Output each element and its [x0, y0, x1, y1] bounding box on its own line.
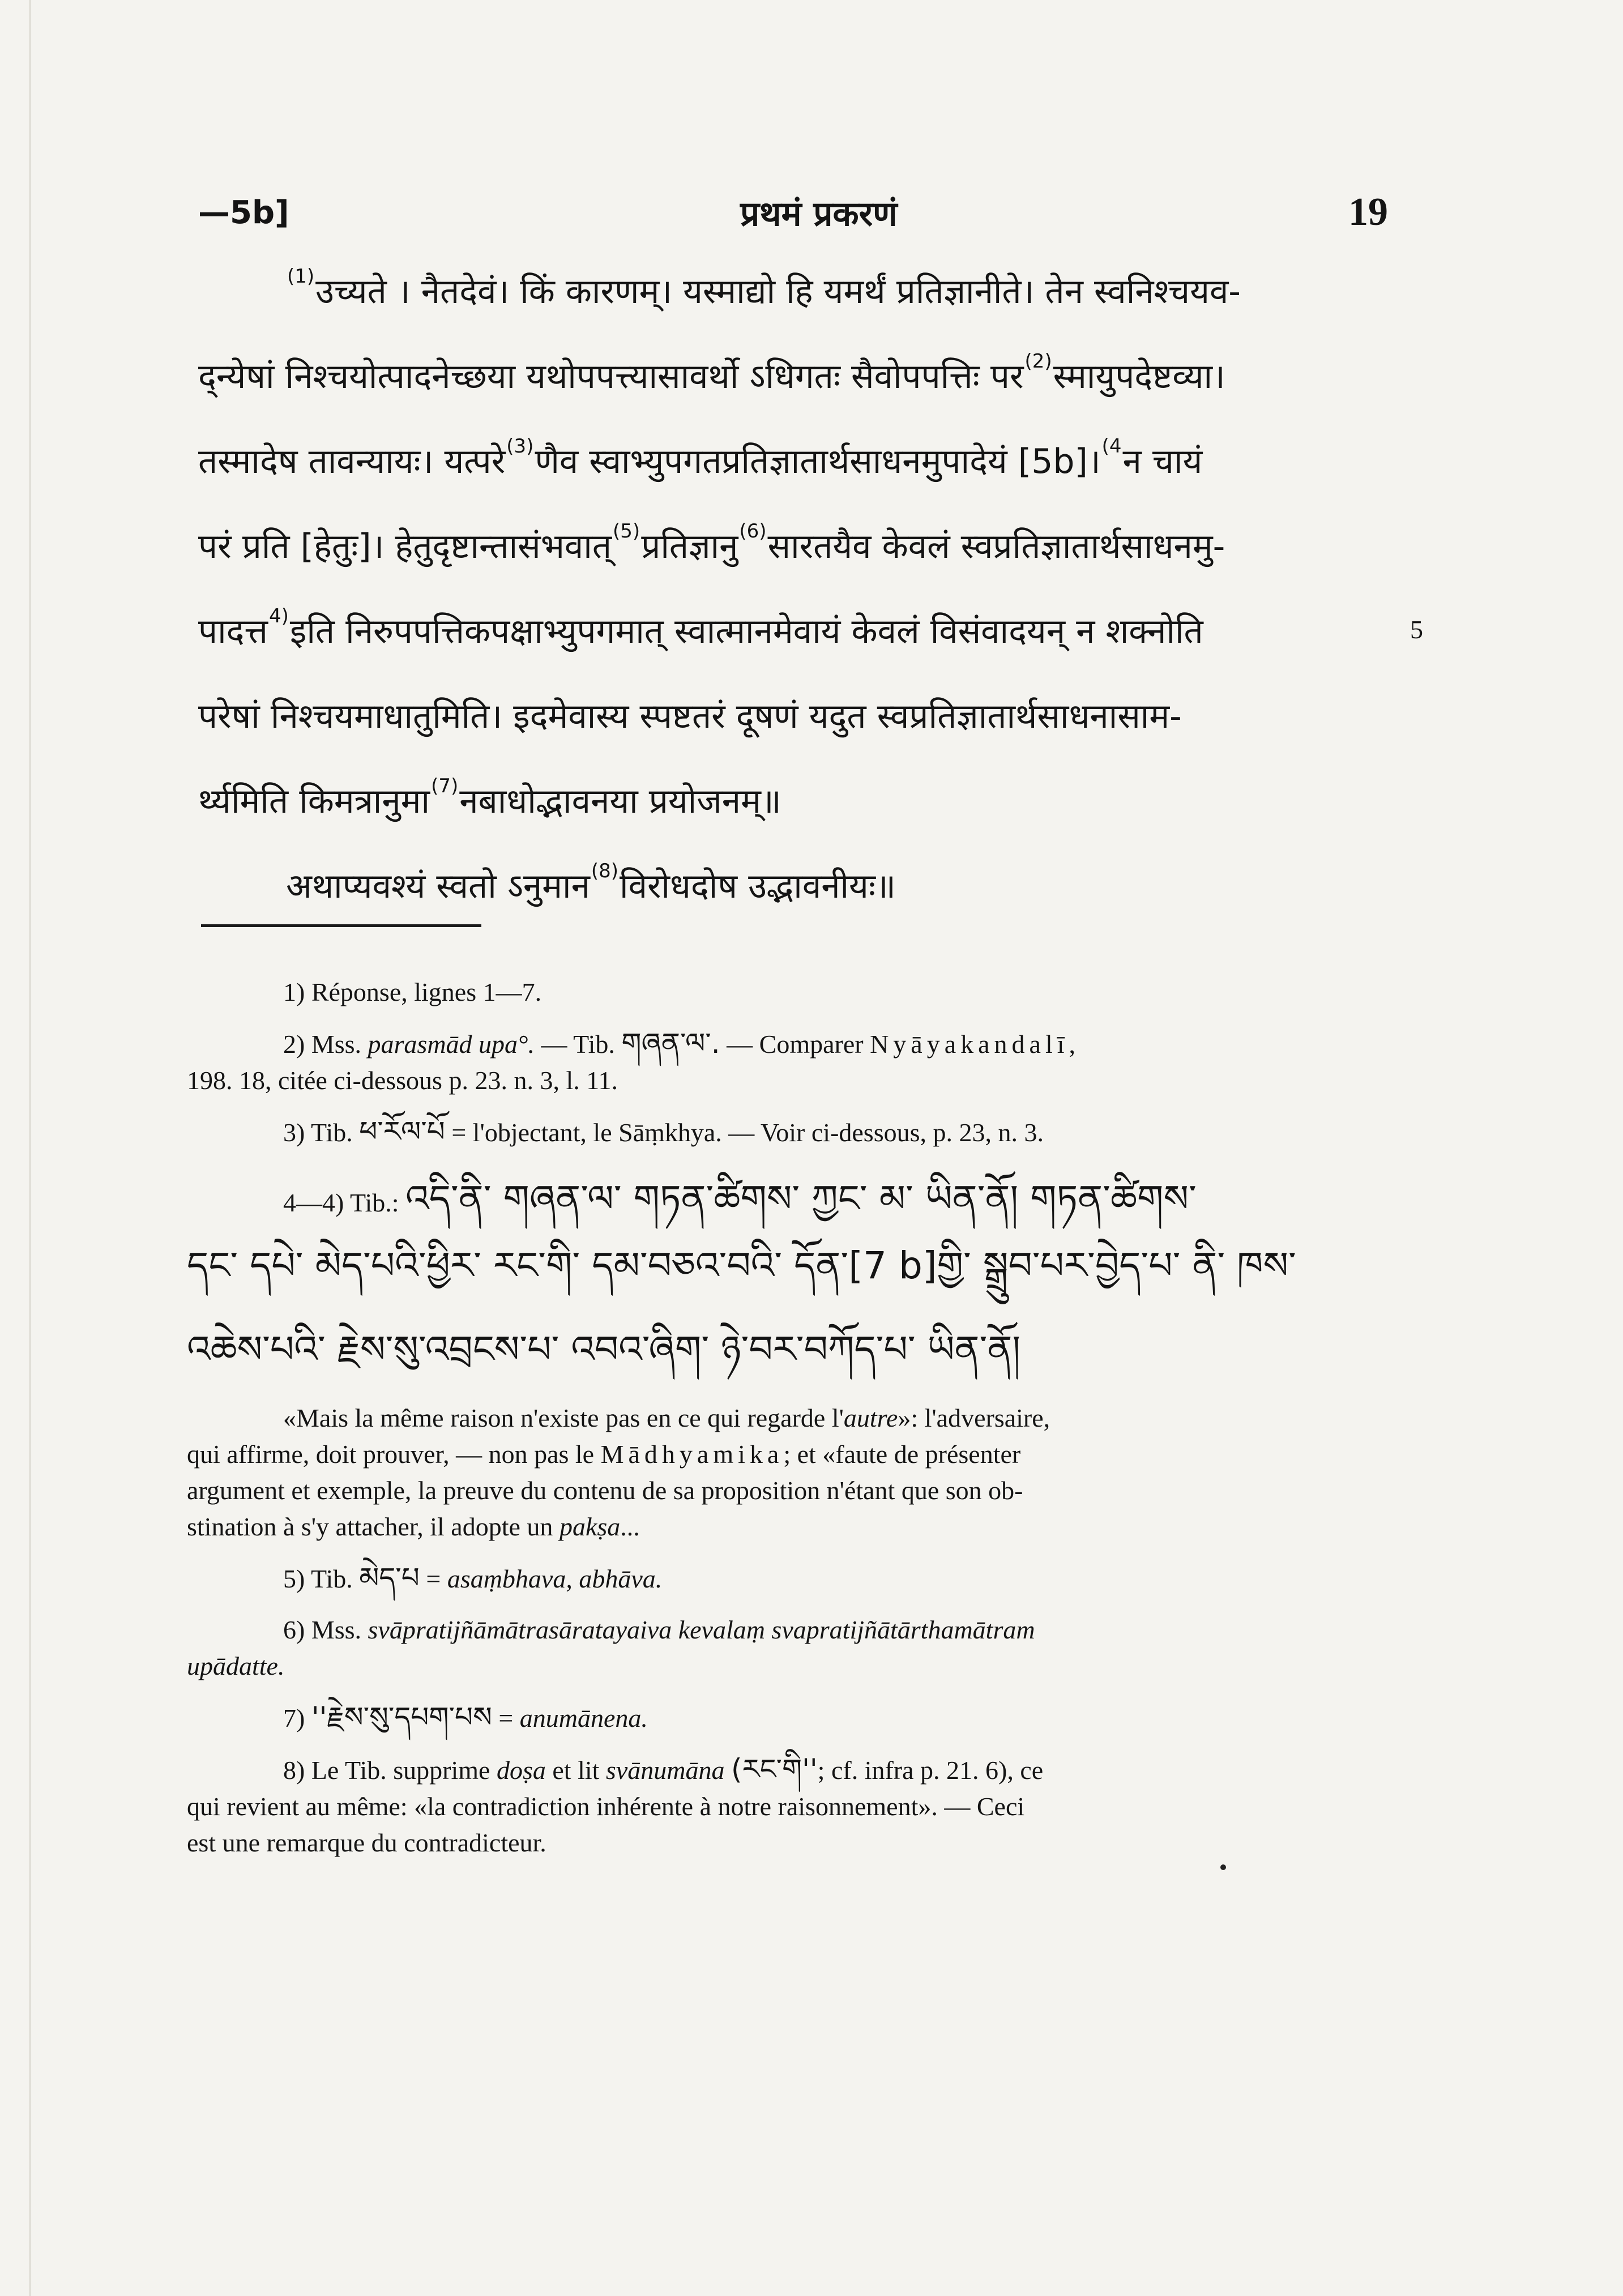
sanskrit-line: परं प्रति [हेतुः]। हेतुदृष्टान्तासंभवात्$^{(5)}$प्रतिज्ञानु$^{(6)}$सारतयैव केवलं स्वप्रतिज्ञातार्थसाधनमु- [198, 520, 1225, 566]
footnote-ref: (6) [739, 520, 767, 543]
footnote-ref: (7) [431, 775, 459, 797]
header-section-ref: —5b] [198, 194, 289, 231]
footnote-3: 3) Tib. ཕ་རོལ་པོ = l'objectant, le Sāṃkhya. — Voir ci-dessous, p. 23, n. 3. [283, 1115, 1044, 1148]
footnotes [187, 974, 1387, 1876]
footnote-7: 7) ''རྗེས་སུ་དཔག་པས = anumānena. [283, 1701, 648, 1734]
ink-speck [1220, 1864, 1226, 1870]
footnote-2: 2) Mss. parasmād upa°. — Tib. གཞན་ལ་. — Comparer Nyāyakandalī, 198. 18, citée ci-dessous p. 23. n. 3, l. 11. [187, 1027, 1080, 1095]
header-title: प्रथमं प्रकरणं [740, 194, 898, 234]
footnote-ref: (3) [506, 435, 534, 458]
footnote-5: 5) Tib. མེད་པ = asaṃbhava, abhāva. [283, 1561, 663, 1594]
running-header [198, 187, 1388, 238]
sanskrit-line: र्थ्यमिति किमत्रानुमा$^{(7)}$नबाधोद्भावनया प्रयोजनम्॥ [198, 775, 781, 821]
footnote-ref: (1) [287, 265, 315, 288]
line-number: 5 [1410, 615, 1423, 644]
footnote-ref: 4) [268, 605, 289, 628]
footnote-ref: (5) [613, 520, 640, 543]
french-translation: «Mais la même raison n'existe pas en ce qui regarde l'autre»: l'adversaire, qui affirme, doit prouver, — non pas le Mādhyamika; et «faute de présenter argument et exemple, la preuve du contenu de sa proposition n'étant que son ob- stination à s'y attacher, il adopte un pakṣa... [187, 1403, 1050, 1541]
footnote-8: 8) Le Tib. supprime doṣa et lit svānumāna (རང་གི''; cf. infra p. 21. 6), ce qui revient au même: «la contradiction inhérente à notre raisonnement». — Ceci est une remarque du contradicteur. [187, 1753, 1044, 1857]
footnote-rule [201, 924, 481, 927]
footnote-1: 1) Réponse, lignes 1—7. [283, 978, 542, 1006]
page-number: 19 [1348, 190, 1388, 234]
footnote-4: 4—4) Tib.: འདི་ནི་ གཞན་ལ་ གཏན་ཚིགས་ ཀྱང་ མ་ ཡིན་ནོ། གཏན་ཚིགས་ དང་ དཔེ་ མེད་པའི་ཕྱིར་ རང་གི་ དམ་བཅའ་བའི་ དོན་[7 b]གྱི་ སྒྲུབ་པར་བྱེད་པ་ ནི་ ཁས་ འཆེས་པའི་ རྗེས་སུ་འབྲངས་པ་ འབའ་ཞིག་ ཉེ་བར་བཀོད་པ་ ཡིན་ནོ། «Mais la même raison n'existe pas en ce qui regarde l'autre»: l'adversaire, qui affirme, doit prouver, — non pas le Mādhyamika; et «faute de présenter argument et exemple, la preuve du contenu de sa proposition n'étant que son ob- stination à s'y attacher, il adopte un pakṣa... [187, 1166, 1387, 1545]
footnote-6: 6) Mss. svāpratijñāmātrasāratayaiva kevalaṃ svapratijñātārthamātram upādatte. [187, 1615, 1035, 1680]
footnote-ref: (8) [591, 860, 619, 882]
sanskrit-line: द्न्येषां निश्चयोत्पादनेच्छया यथोपपत्त्यासावर्थो ऽधिगतः सैवोपपत्तिः पर$^{(2)}$स्मायुपदेष्टव्या। [198, 350, 1225, 396]
sanskrit-line: अथाप्यवश्यं स्वतो ऽनुमान$^{(8)}$विरोधदोष उद्भावनीयः॥ [286, 860, 896, 906]
page-edge [29, 0, 31, 2296]
sanskrit-line: तस्मादेष तावन्यायः। यत्परे$^{(3)}$णैव स्वाभ्युपगतप्रतिज्ञातार्थसाधनमुपादेयं [5b]।$^{(4}$न चायं [198, 435, 1203, 481]
sanskrit-line: परेषां निश्चयमाधातुमिति। इदमेवास्य स्पष्टतरं दूषणं यदुत स्वप्रतिज्ञातार्थसाधनासाम- [198, 697, 1182, 736]
sanskrit-line: $^{(1)}$उच्यते । नैतदेवं। किं कारणम्। यस्माद्यो हि यमर्थं प्रतिज्ञानीते। तेन स्वनिश्चयव- [287, 265, 1241, 311]
footnote-ref: (4 [1101, 435, 1122, 458]
sanskrit-line: पादत्त$^{4)}$इति निरुपपत्तिकपक्षाभ्युपगमात् स्वात्मानमेवायं केवलं विसंवादयन् न शक्नोति [198, 605, 1203, 651]
footnote-ref: (2) [1024, 350, 1052, 373]
